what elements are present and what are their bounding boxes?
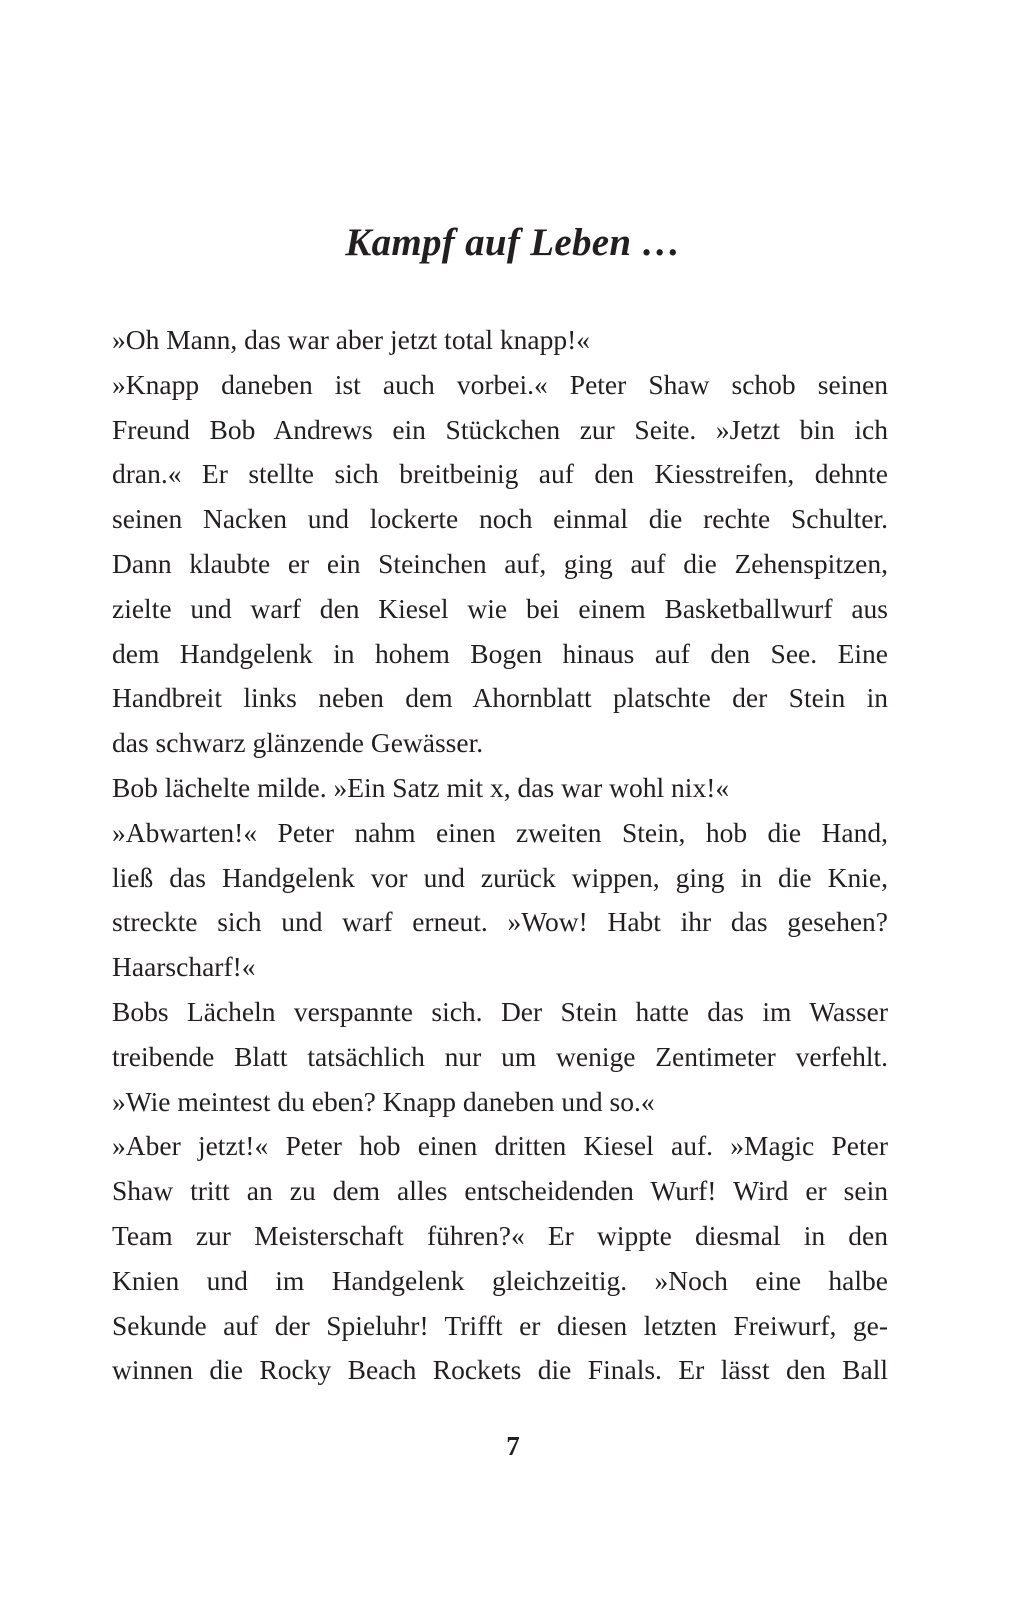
text-line: Team zur Meisterschaft führen?« Er wippte diesmal in den (112, 1219, 888, 1251)
text-line: »Oh Mann, das war aber jetzt total knapp!« (112, 324, 591, 355)
text-line: winnen die Rocky Beach Rockets die Finals. Er lässt den Ball (112, 1354, 888, 1386)
text-line: Sekunde auf der Spieluhr! Trifft er diesen letzten Freiwurf, ge- (112, 1309, 888, 1341)
text-line: streckte sich und warf erneut. »Wow! Habt ihr das gesehen? (112, 906, 888, 938)
text-line: seinen Nacken und lockerte noch einmal die rechte Schulter. (112, 503, 888, 535)
page-number: 7 (506, 1431, 520, 1461)
text-line: treibende Blatt tatsächlich nur um wenige Zentimeter verfehlt. (112, 1040, 888, 1072)
text-line: Dann klaubte er ein Steinchen auf, ging auf die Zehenspitzen, (112, 547, 888, 579)
body-text (112, 318, 888, 1393)
text-line: dran.« Er stellte sich breitbeinig auf den Kiesstreifen, dehnte (112, 458, 888, 490)
text-line: Knien und im Handgelenk gleichzeitig. »Noch eine halbe (112, 1264, 888, 1296)
text-line: Haarscharf!« (112, 951, 256, 983)
text-line: Shaw tritt an zu dem alles entscheidenden Wurf! Wird er sein (112, 1175, 888, 1207)
text-line: »Abwarten!« Peter nahm einen zweiten Stein, hob die Hand, (112, 816, 888, 848)
text-line: ließ das Handgelenk vor und zurück wippen, ging in die Knie, (112, 861, 888, 893)
text-line: Handbreit links neben dem Ahornblatt platschte der Stein in (112, 682, 888, 714)
text-line: »Wie meintest du eben? Knapp daneben und so.« (112, 1085, 655, 1117)
text-line: dem Handgelenk in hohem Bogen hinaus auf den See. Eine (112, 637, 888, 669)
text-line: »Knapp daneben ist auch vorbei.« Peter Shaw schob seinen (112, 368, 888, 400)
text-line: Freund Bob Andrews ein Stückchen zur Seite. »Jetzt bin ich (112, 413, 888, 445)
text-line: Bob lächelte milde. »Ein Satz mit x, das war wohl nix!« (112, 771, 730, 803)
chapter-title: Kampf auf Leben … (345, 221, 681, 264)
text-line: »Aber jetzt!« Peter hob einen dritten Kiesel auf. »Magic Peter (112, 1130, 888, 1162)
text-line: das schwarz glänzende Gewässer. (112, 727, 484, 759)
text-line: zielte und warf den Kiesel wie bei einem Basketballwurf aus (112, 592, 888, 624)
text-line: Bobs Lächeln verspannte sich. Der Stein hatte das im Wasser (112, 995, 888, 1027)
